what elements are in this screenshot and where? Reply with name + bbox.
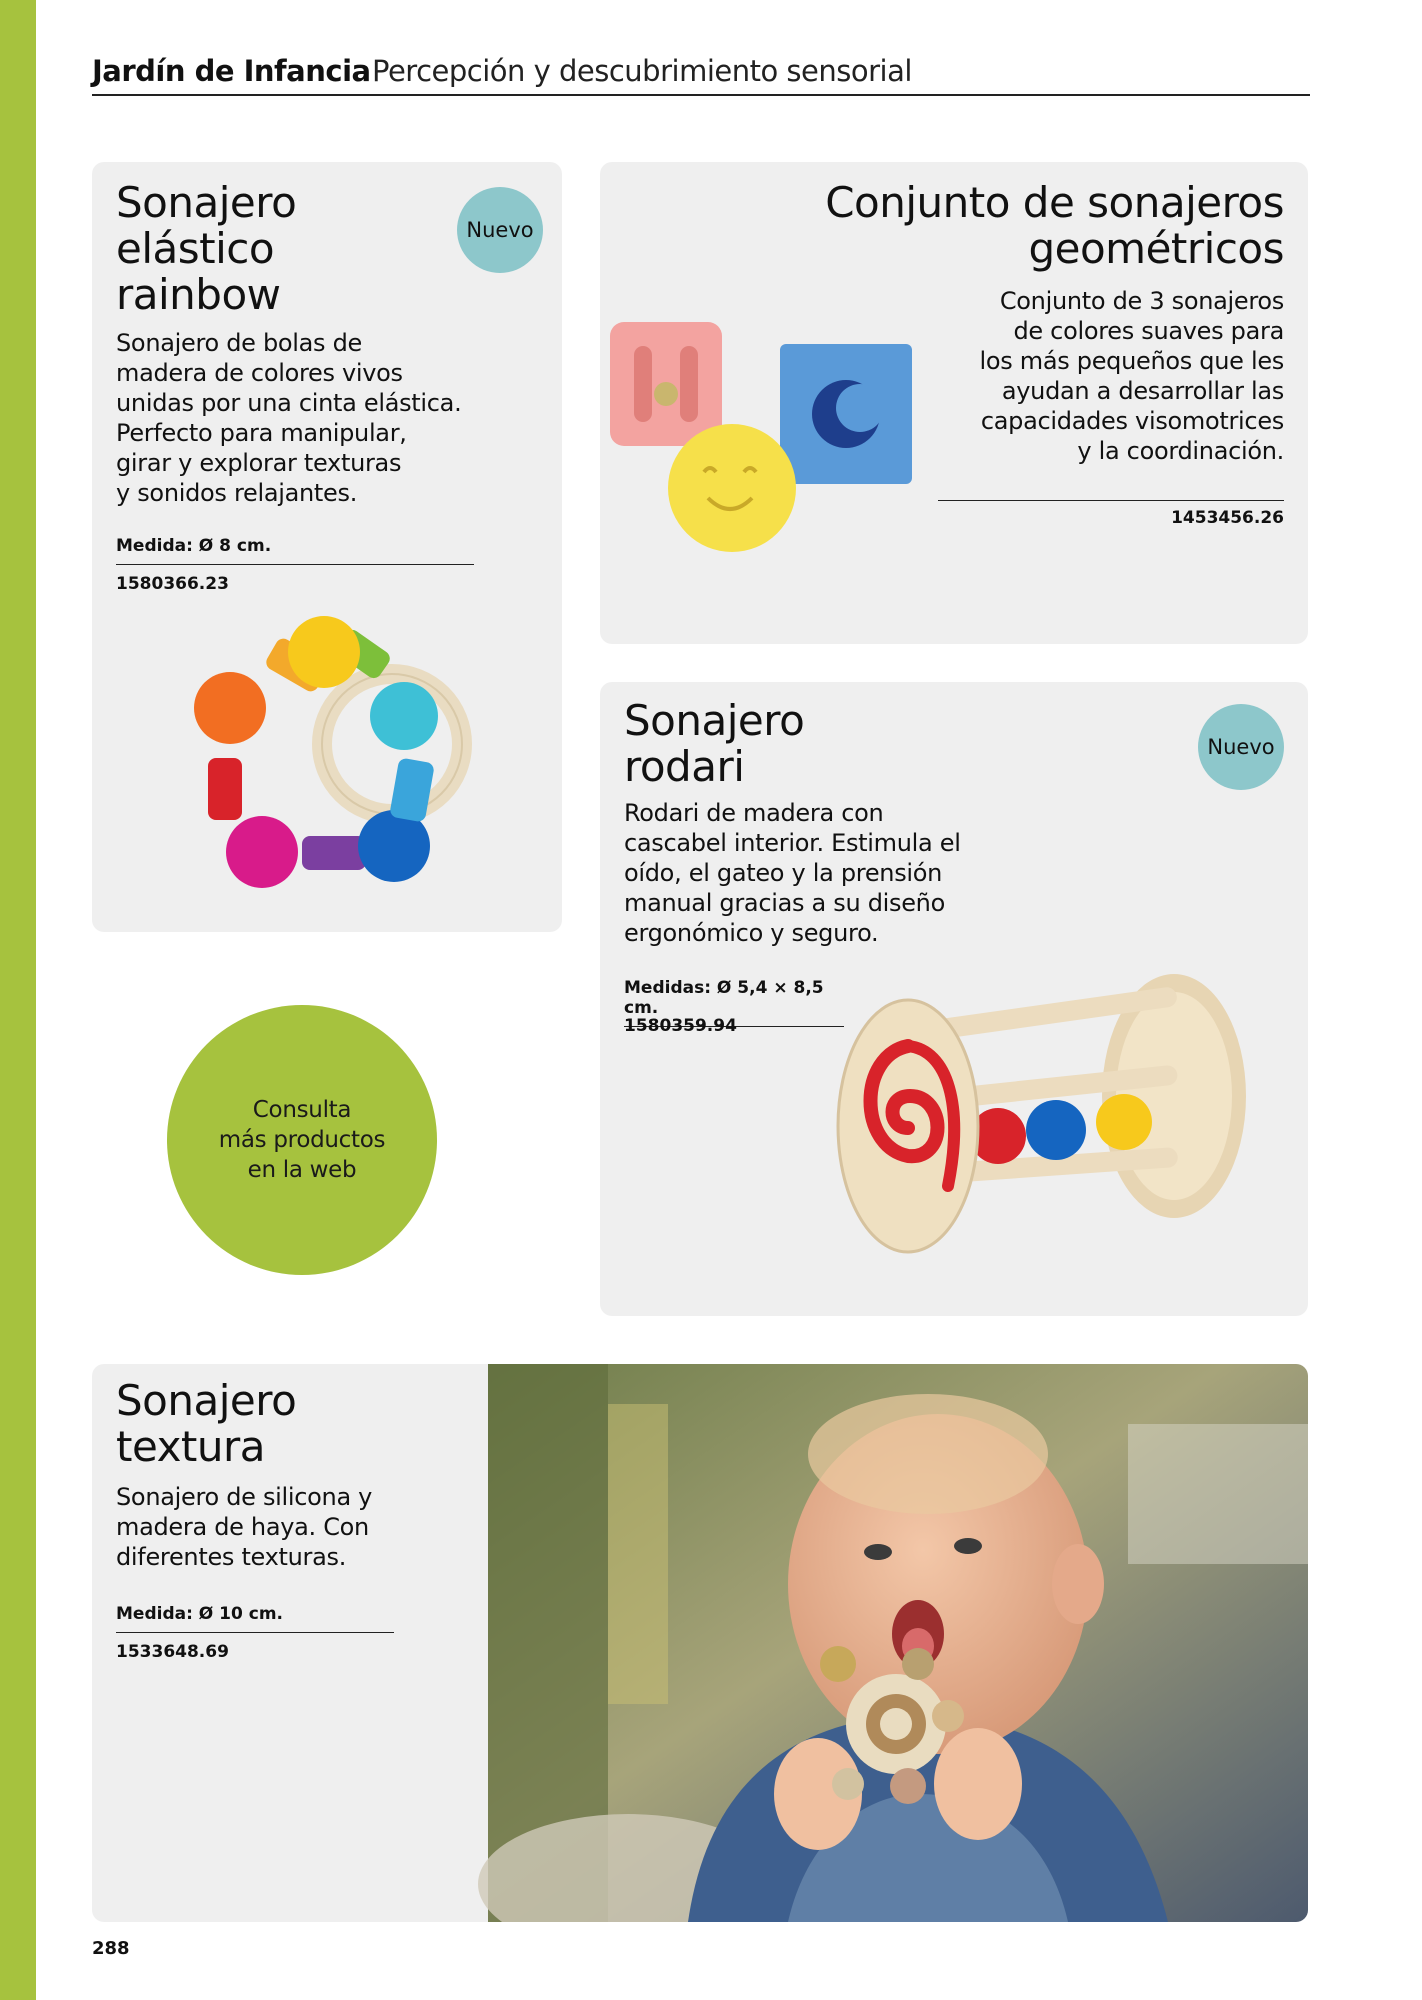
- product-title: Sonajero textura: [116, 1376, 297, 1471]
- product-code: 1580359.94: [624, 1016, 737, 1036]
- product-title: Sonajero elástico rainbow: [116, 178, 297, 319]
- product-description: Sonajero de bolas de madera de colores vivos unidas por una cinta elástica. Perfecto para manipular, girar y explorar texturas y sonidos relajantes.: [116, 329, 462, 507]
- product-measure: Medida: Ø 8 cm.: [116, 536, 474, 565]
- product-code: 1580366.23: [116, 574, 229, 594]
- product-code: 1453456.26: [1171, 508, 1284, 528]
- product-card-textura[interactable]: [92, 1364, 1308, 1922]
- new-badge: Nuevo: [457, 187, 543, 273]
- web-promo-text: Consulta más productos en la web: [218, 1097, 386, 1183]
- rainbow-rattle-image: [132, 592, 532, 902]
- product-title: Sonajero rodari: [624, 696, 805, 791]
- baby-with-rattle-photo: [488, 1364, 1308, 1922]
- divider-line: [938, 500, 1284, 501]
- product-title: Conjunto de sonajeros geométricos: [825, 178, 1284, 273]
- page-number: 288: [92, 1938, 130, 1959]
- section-subtitle: Percepción y descubrimiento sensorial: [372, 54, 912, 88]
- product-description: Rodari de madera con cascabel interior. Estimula el oído, el gateo y la prensión manual gracias a su diseño ergonómico y seguro.: [624, 799, 961, 947]
- page-header: [92, 54, 1310, 96]
- new-badge: Nuevo: [1198, 704, 1284, 790]
- product-code: 1533648.69: [116, 1642, 229, 1662]
- product-measure: Medidas: Ø 5,4 × 8,5 cm.: [624, 978, 844, 1027]
- product-description: Sonajero de silicona y madera de haya. Con diferentes texturas.: [116, 1483, 373, 1571]
- web-promo-circle[interactable]: [167, 1005, 437, 1275]
- product-card-geometric[interactable]: [600, 162, 1308, 644]
- product-card-rainbow[interactable]: [92, 162, 562, 932]
- section-title: Jardín de Infancia: [92, 54, 371, 88]
- product-card-rodari[interactable]: [600, 682, 1308, 1316]
- rodari-rattle-image: [828, 946, 1288, 1296]
- geometric-rattles-image: [608, 312, 928, 552]
- accent-sidebar: [0, 0, 36, 2000]
- product-measure: Medida: Ø 10 cm.: [116, 1604, 394, 1633]
- product-description: Conjunto de 3 sonajeros de colores suaves para los más pequeños que les ayudan a desarrollar las capacidades visomotrices y la coordinación.: [979, 287, 1284, 465]
